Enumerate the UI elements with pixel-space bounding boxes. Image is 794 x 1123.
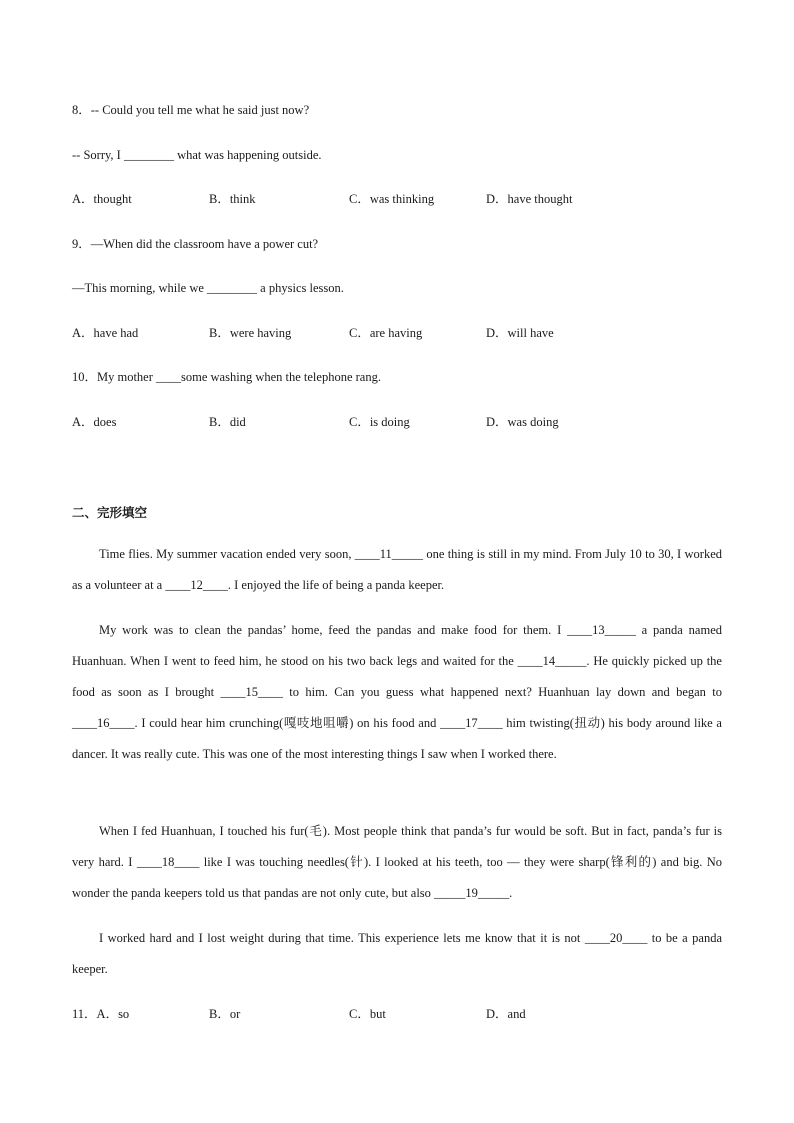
- blank-19: _____19_____: [434, 886, 510, 900]
- p2-text-6: him twisting(扭动) his body around like a dancer. It was really cute. This was one of the most interesting things I saw when I worked there.: [72, 716, 722, 761]
- p1-text-2: one thing is still in my mind. From July 10 to 30, I worked as a volunteer at a: [72, 547, 723, 592]
- blank-16: ____16____: [72, 716, 135, 730]
- q10-stem: 10．My mother ____some washing when the telephone rang.: [72, 370, 381, 384]
- q10-option-b: B．did: [209, 415, 246, 429]
- p1-text-3: . I enjoyed the life of being a panda keeper.: [227, 578, 445, 592]
- q11-option-c: C．but: [349, 1007, 386, 1021]
- q8-option-d: D．have thought: [486, 192, 573, 206]
- q9-stem: 9．—When did the classroom have a power cut?: [72, 237, 319, 251]
- q8-option-a: A．thought: [72, 192, 132, 206]
- q8-option-c: C．was thinking: [349, 192, 435, 206]
- p3-text-2: like I was touching needles(针). I looked at his teeth, too — they were sharp(锋利的) and big. No wonder the panda keepers told us that pandas are not only cute, but also: [72, 855, 722, 900]
- section-title: 二、完形填空: [72, 505, 148, 520]
- q9-option-d: D．will have: [486, 326, 554, 340]
- p2-text-5: . I could hear him crunching(嘎吱地咀嚼) on his food and: [134, 716, 441, 730]
- p2-text-3: . He quickly picked up the food as soon as I brought: [72, 654, 722, 699]
- blank-12: ____12____: [165, 578, 228, 592]
- q11-option-d: D．and: [486, 1007, 526, 1021]
- q10-option-c: C．is doing: [349, 415, 410, 429]
- passage-paragraph-3: [72, 816, 722, 909]
- blank-13: ____13_____: [567, 623, 636, 637]
- q9-option-b: B．were having: [209, 326, 292, 340]
- q9-option-c: C．are having: [349, 326, 423, 340]
- p4-text-2: to be a panda keeper.: [72, 931, 722, 976]
- q10-option-a: A．does: [72, 415, 117, 429]
- blank-18: ____18____: [136, 855, 200, 869]
- p3-text-1: When I fed Huanhuan, I touched his fur(毛). Most people think that panda’s fur would be soft. But in fact, panda’s fur is very hard. I: [72, 824, 722, 869]
- p3-text-3: .: [509, 886, 513, 900]
- blank-14: ____14_____: [517, 654, 587, 668]
- blank-20: ____20____: [584, 931, 648, 945]
- q11-option-b: B．or: [209, 1007, 241, 1021]
- q9-option-a: A．have had: [72, 326, 139, 340]
- q11-option-a: 11．A．so: [72, 1007, 130, 1021]
- q9-line2: —This morning, while we ________ a physics lesson.: [72, 281, 344, 295]
- passage-paragraph-2: [72, 615, 722, 770]
- p2-text-2: a panda named Huanhuan. When I went to feed him, he stood on his two back legs and waited for the: [72, 623, 722, 668]
- p1-text-1: Time flies. My summer vacation ended very soon,: [99, 547, 355, 561]
- passage-paragraph-4: [72, 923, 722, 985]
- blank-17: ____17____: [440, 716, 503, 730]
- q8-line2: -- Sorry, I ________ what was happening outside.: [72, 148, 322, 162]
- p2-text-4: to him. Can you guess what happened next? Huanhuan lay down and began to: [282, 685, 722, 699]
- q8-stem: 8．-- Could you tell me what he said just now?: [72, 103, 310, 117]
- p4-text-1: I worked hard and I lost weight during that time. This experience lets me know that it is not: [99, 931, 585, 945]
- q10-option-d: D．was doing: [486, 415, 559, 429]
- p2-text-1: My work was to clean the pandas’ home, feed the pandas and make food for them. I: [99, 623, 568, 637]
- q8-option-b: B．think: [209, 192, 256, 206]
- blank-15: ____15____: [220, 685, 283, 699]
- blank-11: ____11_____: [354, 547, 424, 561]
- passage-paragraph-1: [72, 539, 722, 601]
